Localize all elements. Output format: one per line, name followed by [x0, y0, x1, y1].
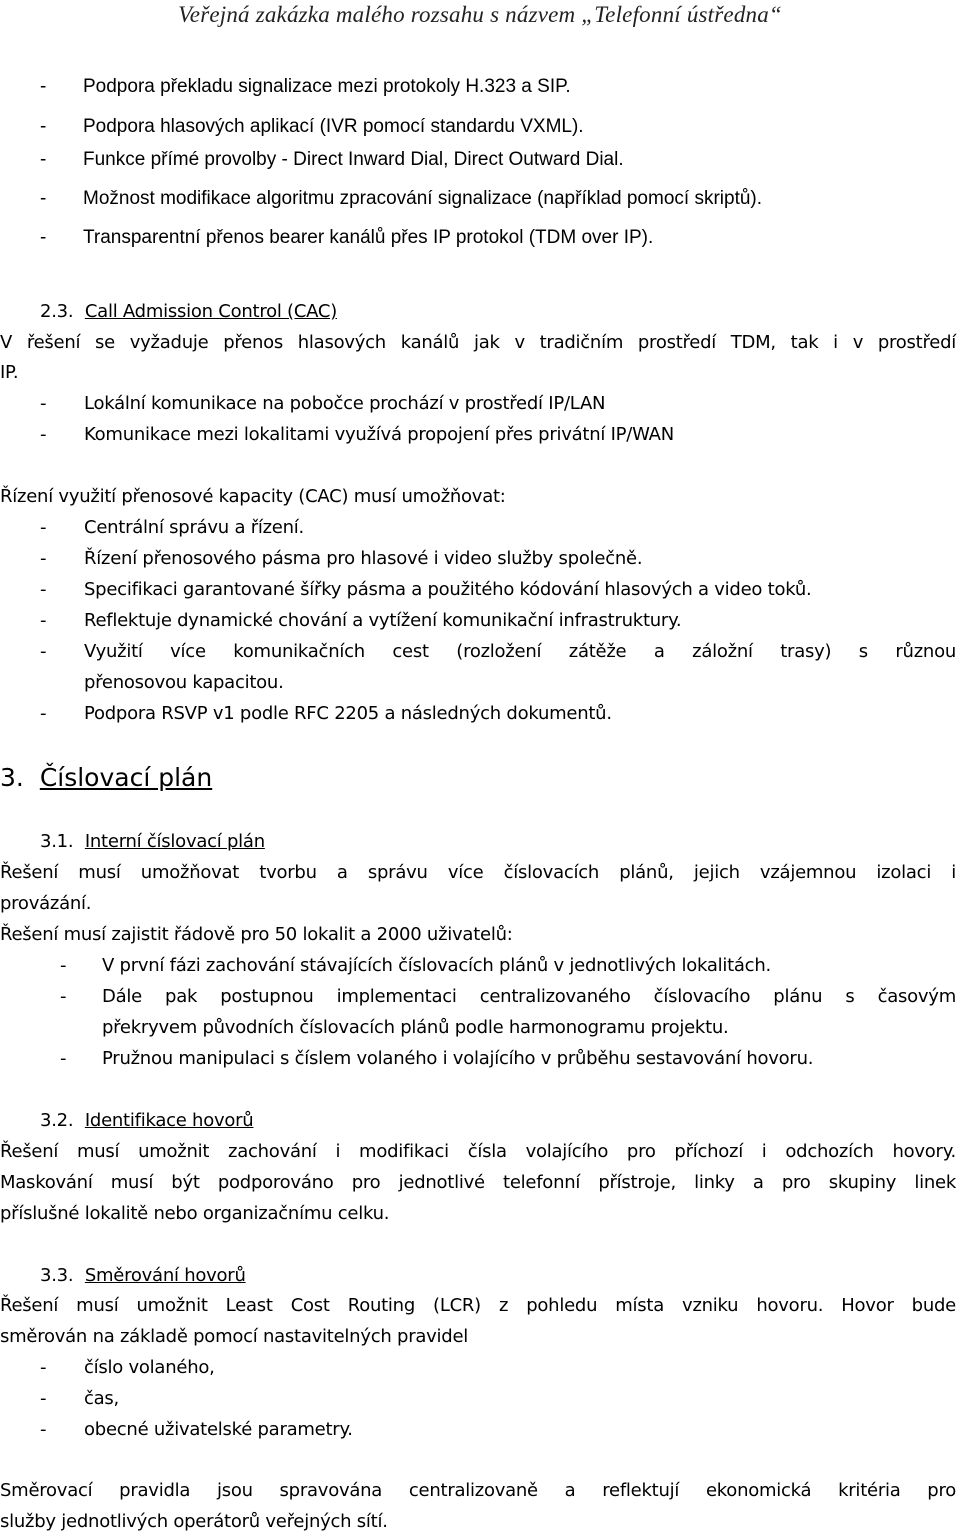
paragraph-line: IP.	[0, 362, 19, 383]
paragraph-line: V řešení se vyžaduje přenos hlasových kanálů jak v tradičním prostředí TDM, tak i v prostředí	[0, 332, 956, 353]
list-item-text: překryvem původních číslovacích plánů podle harmonogramu projektu.	[102, 1017, 729, 1038]
page-header: Veřejná zakázka malého rozsahu s názvem „Telefonní ústředna“	[178, 2, 782, 27]
list-item-text: Dále pak postupnou implementaci centralizovaného číslovacího plánu s časovým	[102, 986, 956, 1007]
list-item-text: přenosovou kapacitou.	[84, 672, 284, 693]
section-heading: 3.1. Interní číslovací plán	[40, 831, 265, 852]
paragraph-line: Směrovací pravidla jsou spravována centralizovaně a reflektují ekonomická kritéria pro	[0, 1480, 956, 1501]
paragraph-line: Řešení musí umožnit Least Cost Routing (LCR) z pohledu místa vzniku hovoru. Hovor bude	[0, 1295, 956, 1316]
paragraph-line: směrován na základě pomocí nastavitelných pravidel	[0, 1326, 469, 1347]
paragraph-line: provázání.	[0, 893, 92, 914]
paragraph-line: Řešení musí umožňovat tvorbu a správu více číslovacích plánů, jejich vzájemnou izolaci i	[0, 862, 956, 883]
section-heading: 2.3. Call Admission Control (CAC)	[40, 301, 337, 322]
paragraph-line: Řešení musí umožnit zachování i modifikaci čísla volajícího pro příchozí i odchozích hovory.	[0, 1141, 956, 1162]
paragraph-line: služby jednotlivých operátorů veřejných sítí.	[0, 1511, 388, 1532]
section-heading: 3.2. Identifikace hovorů	[40, 1110, 254, 1131]
paragraph-line: příslušné lokalitě nebo organizačnímu celku.	[0, 1203, 390, 1224]
document-page: Veřejná zakázka malého rozsahu s názvem „Telefonní ústředna“ - Podpora překladu signalizace mezi protokoly H.323 a SIP. - Podpora hlasových aplikací (IVR pomocí standardu VXML). - Funkce přímé provolby - Direct Inward Dial, Direct Outward Dial. - Možnost modifikace algoritmu zpracování signalizace (například pomocí skriptů). - Transparentní přenos bearer kanálů přes IP protokol (TDM over IP). 2.3. Call Admission Control (CAC) V řešení se vyžaduje přenos hlasových kanálů jak v tradičním prostředí TDM, tak i v prostředí IP. - Lokální komunikace na pobočce prochází v prostředí IP/LAN - Komunikace mezi lokalitami využívá propojení přes privátní IP/WAN Řízení využití přenosové kapacity (CAC) musí umožňovat: - Centrální správu a řízení. - Řízení přenosového pásma pro hlasové i video služby společně. - Specifikaci garantované šířky pásma a použitého kódování hlasových a video toků. - Reflektuje dynamické chování a vytížení komunikační infrastruktury. - Využití více komunikačních cest (rozložení zátěže a záložní trasy) s různou přenosovou kapacitou. - Podpora RSVP v1 podle RFC 2205 a následných dokumentů. 3. Číslovací plán 3.1. Interní číslovací plán Řešení musí umožňovat tvorbu a správu více číslovacích plánů, jejich vzájemnou izolaci i provázání. Řešení musí zajistit řádově pro 50 lokalit a 2000 uživatelů: - V první fázi zachování stávajících číslovacích plánů v jednotlivých lokalitách. - Dále pak postupnou implementaci centralizovaného číslovacího plánu s časovým překryvem původních číslovacích plánů podle harmonogramu projektu. - Pružnou manipulaci s číslem volaného i volajícího v průběhu sestavování hovoru. 3.2. Identifikace hovorů Řešení musí umožnit zachování i modifikaci čísla volajícího pro příchozí i odchozích hovory. Maskování musí být podporováno pro jednotlivé telefonní přístroje, linky a pro skupiny linek příslušné lokalitě nebo organizačnímu celku. 3.3. Směrování hovorů Řešení musí umožnit Least Cost Routing (LCR) z pohledu místa vzniku hovoru. Hovor bude směrován na základě pomocí nastavitelných pravidel - číslo volaného, - čas, - obecné uživatelské parametry. Směrovací pravidla jsou spravována centralizovaně a reflektují ekonomická kritéria pro služby jednotlivých operátorů veřejných sítí.	[0, 0, 960, 1535]
paragraph-line: Řešení musí zajistit řádově pro 50 lokalit a 2000 uživatelů:	[0, 924, 513, 945]
list-item-text: Využití více komunikačních cest (rozložení zátěže a záložní trasy) s různou	[84, 641, 956, 662]
paragraph-line: Řízení využití přenosové kapacity (CAC) musí umožňovat:	[0, 486, 506, 507]
section-heading: 3.3. Směrování hovorů	[40, 1265, 246, 1286]
paragraph-line: Maskování musí být podporováno pro jednotlivé telefonní přístroje, linky a pro skupiny linek	[0, 1172, 956, 1193]
